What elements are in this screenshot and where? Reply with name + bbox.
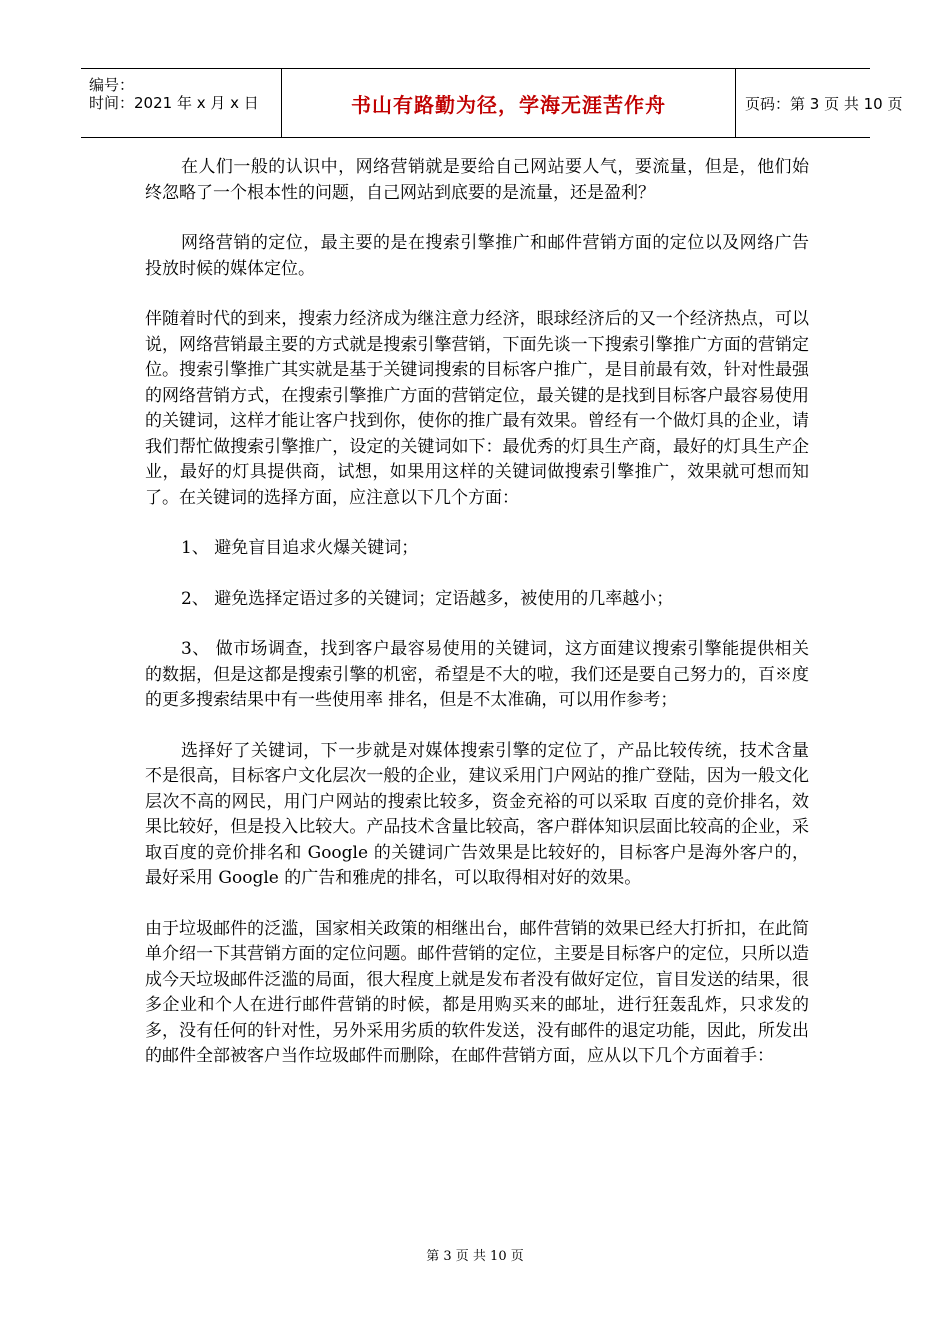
header-motto-cell [281,69,736,137]
paragraph: 网络营销的定位，最主要的是在搜索引擎推广和邮件营销方面的定位以及网络广告投放时候的媒体定位。 [145,233,809,279]
page-footer: 第 3 页 共 10 页 [426,1249,524,1264]
document-header [81,68,903,138]
list-item: 1、 避免盲目追求火爆关键词； [181,538,419,558]
header-meta [81,69,281,137]
document-body [145,155,809,1095]
document-time-label: 时间：2021 年 x 月 x 日 [89,94,259,112]
paragraph: 由于垃圾邮件的泛滥，国家相关政策的相继出台，邮件营销的效果已经大打折扣，在此简单介绍一下其营销方面的定位问题。邮件营销的定位，主要是目标客户的定位，只所以造成今天垃圾邮件泛滥的局面，很大程度上就是发布者没有做好定位，盲目发送的结果，很多企业和个人在进行邮件营销的时候，都是用购买来的邮址，进行狂轰乱炸，只求发的多，没有任何的针对性，另外采用劣质的软件发送，没有邮件的退定功能，因此，所发出的邮件全部被客户当作垃圾邮件而删除，在邮件营销方面，应从以下几个方面着手： [145,918,809,1066]
header-motto: 书山有路勤为径，学海无涯苦作舟 [351,92,666,117]
header-page-info: 页码：第 3 页 共 10 页 [745,94,903,113]
document-number-label: 编号： [89,76,135,94]
paragraph: 伴随着时代的到来，搜索力经济成为继注意力经济，眼球经济后的又一个经济热点，可以说，网络营销最主要的方式就是搜索引擎营销，下面先谈一下搜索引擎推广方面的营销定位。搜索引擎推广其实就是基于关键词搜索的目标客户推广，是目前最有效，针对性最强的网络营销方式，在搜索引擎推广方面的营销定位，最关键的是找到目标客户最容易使用的关键词，这样才能让客户找到你，使你的推广最有效果。曾经有一个做灯具的企业，请我们帮忙做搜索引擎推广，设定的关键词如下：最优秀的灯具生产商，最好的灯具生产企业，最好的灯具提供商，试想，如果用这样的关键词做搜索引擎推广，效果就可想而知了。在关键词的选择方面，应注意以下几个方面： [145,309,809,508]
header-page-cell [735,69,903,137]
list-item: 3、 做市场调查，找到客户最容易使用的关键词，这方面建议搜索引擎能提供相关的数据，但是这都是搜索引擎的机密，希望是不大的啦，我们还是要自己努力的，百※度的更多搜索结果中有一些使用率 排名，但是不太准确，可以用作参考； [145,639,809,710]
list-item: 2、 避免选择定语过多的关键词；定语越多，被使用的几率越小； [181,588,674,609]
paragraph: 选择好了关键词，下一步就是对媒体搜索引擎的定位了，产品比较传统，技术含量不是很高，目标客户文化层次一般的企业，建议采用门户网站的推广登陆，因为一般文化层次不高的网民，用门户网站的搜索比较多，资金充裕的可以采取 百度的竞价排名，效果比较好，但是投入比较大。产品技术含量比较高，客户群体知识层面比较高的企业，采取百度的竞价排名和 Google 的关键词广告效果是比较好的，目标客户是海外客户的，最好采用 Google 的广告和雅虎的排名，可以取得相对好的效果。 [145,740,809,888]
paragraph: 在人们一般的认识中，网络营销就是要给自己网站要人气，要流量，但是，他们始终忽略了一个根本性的问题，自己网站到底要的是流量，还是盈利？ [145,157,809,203]
